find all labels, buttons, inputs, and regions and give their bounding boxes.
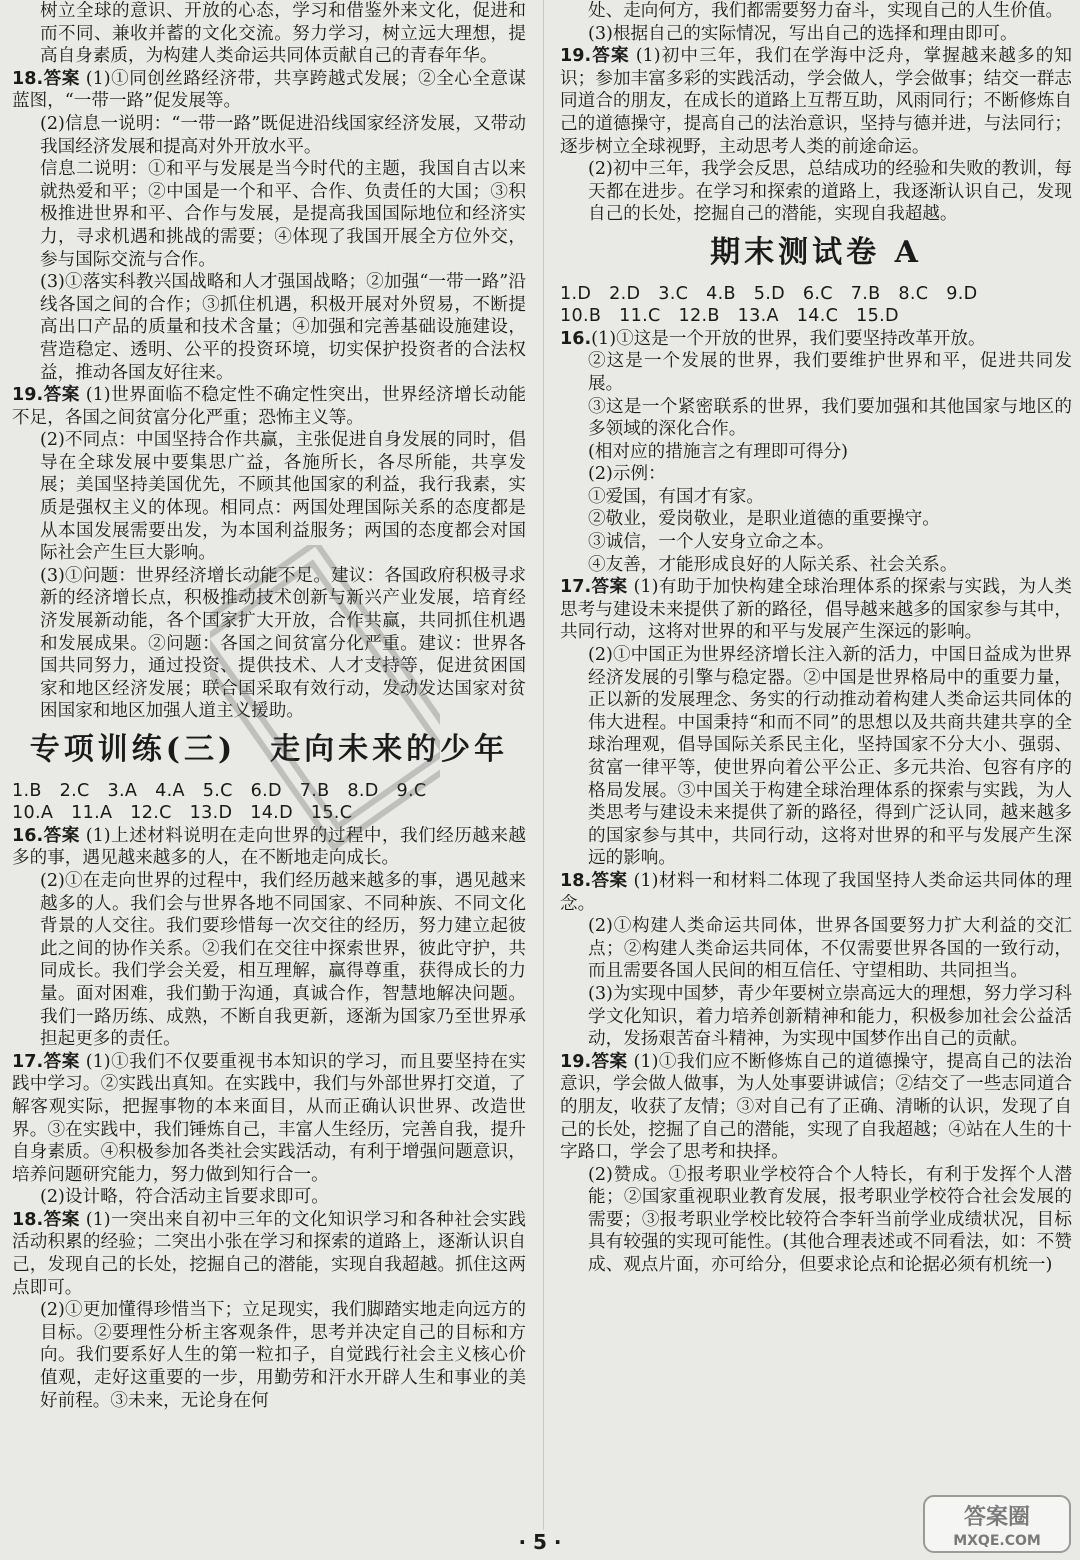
question-18 <box>12 68 526 384</box>
answer-text: (1)材料一和材料二体现了我国坚持人类命运共同体的理念。 <box>560 870 1072 914</box>
question-number: 17. <box>560 577 592 598</box>
multiple-choice-answers: 1.B 2.C 3.A 4.A 5.C 6.D 7.B 8.D 9.C <box>12 780 427 801</box>
answer-label: 答案 <box>591 577 628 598</box>
question-19 <box>560 1051 1072 1277</box>
answer-text: (3)①落实科教兴国战略和人才强国战略；②加强“一带一路”沿线各国之间的合作；③抓住机遇，积极开展对外贸易，不断提高出口产品的质量和技术含量；④加强和完善基础设施建设，营造稳定、透明、公平的投资环境，切实保护投资者的合法权益，推动各国友好往来。 <box>40 272 526 383</box>
continued-text: (3)根据自己的实际情况，写出自己的选择和理由即可。 <box>588 23 1018 44</box>
question-number: 16. <box>560 328 592 349</box>
answer-text: ②敬业，爱岗敬业，是职业道德的重要操守。 <box>588 509 940 530</box>
left-column <box>12 0 526 1412</box>
answer-text: ③这是一个紧密联系的世界，我们要加强和其他国家与地区的多领域的深化合作。 <box>588 396 1072 440</box>
answer-text: (3)①问题：世界经济增长动能不足。建议：各国政府积极寻求新的经济增长点，积极推动技术创新与新兴产业发展，培育经济发展新动能，各个国家扩大开放，合作共赢，共同抓住机遇和发展成果。②问题：各国之间贫富分化严重。建议：世界各国共同努力，通过投资、提供技术、人才支持等，促进贫困国家和地区经济发展；联合国采取有效行动，发动发达国家对贫困国家和地区加强人道主义援助。 <box>40 565 526 722</box>
answer-text: (1)一突出来自初中三年的文化知识学习和各种社会实践活动积累的经验；二突出小张在学习和探索的道路上，逐渐认识自己，发现自己的长处，挖掘自己的潜能，实现自我超越。抓住这两点即可。 <box>12 1209 526 1298</box>
answer-text: ②这是一个发展的世界，我们要维护世界和平，促进共同发展。 <box>588 351 1072 394</box>
answer-text: (1)①我们应不断修炼自己的道德操守，提高自己的法治意识，学会做人做事，为人处事要讲诚信；②结交了一些志同道合的朋友，收获了友情；③对自己有了正确、清晰的认识，发现了自己的长处，挖掘了自己的潜能，实现了自我超越；④站在人生的十字路口，学会了思考和抉择。 <box>560 1051 1072 1163</box>
question-number: 18. <box>12 68 44 89</box>
intro-paragraph: 树立全球的意识、开放的心态，学习和借鉴外来文化，促进和而不同、兼收并蓄的文化交流。努力学习，树立远大理想，提高自身素质，为构建人类命运共同体贡献自己的青春年华。 <box>40 1 526 67</box>
answer-text: (2)设计略，符合活动主旨要求即可。 <box>40 1187 329 1208</box>
question-19 <box>12 384 526 723</box>
answer-text: (2)示例： <box>588 464 666 485</box>
watermark-text: 答案圈 <box>963 1505 1031 1530</box>
question-number: 19. <box>560 46 592 67</box>
answer-text: (2)①构建人类命运共同体，世界各国要努力扩大利益的交汇点；②构建人类命运共同体，不仅需要世界各国的一致行动，而且需要各国人民间的相互信任、守望相助、共同担当。 <box>588 916 1072 982</box>
question-number: 16. <box>12 825 44 846</box>
answer-label: 答案 <box>43 825 80 846</box>
question-17 <box>12 1051 526 1209</box>
answer-text: ④友善，才能形成良好的人际关系、社会关系。 <box>588 554 958 575</box>
question-number: 18. <box>560 870 592 891</box>
answer-text: (相对应的措施言之有理即可得分) <box>588 441 849 462</box>
question-number: 18. <box>12 1209 44 1230</box>
question-16 <box>12 825 526 1051</box>
answer-label: 答案 <box>591 870 628 891</box>
answer-label: 答案 <box>43 1051 80 1072</box>
answer-text: 信息二说明：①和平与发展是当今时代的主题，我国自古以来就热爱和平；②中国是一个和平、合作、负责任的大国；③积极推进世界和平、合作与发展，是提高我国国际地位和经济实力，寻求机遇和挑战的需要；④体现了我国开展全方位外交，参与国际交流与合作。 <box>40 159 526 270</box>
site-watermark-logo <box>922 1494 1072 1554</box>
answer-label: 答案 <box>591 46 630 67</box>
watermark-url: MXQE.COM <box>953 1533 1041 1549</box>
answer-text: (3)为实现中国梦，青少年要树立崇高远大的理想，努力学习科学文化知识，着力培养创新精神和能力，积极参加社会公益活动，发扬艰苦奋斗精神，为实现中国梦作出自己的贡献。 <box>588 983 1072 1050</box>
answer-text: (1)有助于加快构建全球治理体系的探索与实践，为人类思考与建设未来提供了新的路径，倡导越来越多的国家参与其中，共同行动，这将对世界的和平与发展产生深远的影响。 <box>560 577 1072 643</box>
multiple-choice-answers: 10.A 11.A 12.C 13.D 14.D 15.C <box>12 803 353 824</box>
question-16 <box>560 328 1072 577</box>
answer-text: (1)上述材料说明在走向世界的过程中，我们经历越来越多的事，遇见越来越多的人，在不断地走向成长。 <box>12 825 526 869</box>
answer-text: (2)不同点：中国坚持合作共赢，主张促进自身发展的同时，倡导在全球发展中要集思广益，各施所长，各尽所能，共享发展；美国坚持美国优先，不顾其他国家的利益，我行我素，实质是强权主义的体现。相同点：两国处理国际关系的态度都是从本国发展需要出发，为本国利益服务；两国的态度都会对国际社会产生巨大影响。 <box>40 430 526 564</box>
question-19 <box>560 45 1072 226</box>
question-18 <box>12 1209 526 1412</box>
question-number: 19. <box>12 385 44 406</box>
continued-text: 处、走向何方，我们都需要努力奋斗，实现自己的人生价值。 <box>588 1 1064 21</box>
section-title: 期末测试卷 A <box>710 234 922 270</box>
answer-text: (2)①中国正为世界经济增长注入新的活力，中国日益成为世界经济发展的引擎与稳定器。②中国是世界格局中的重要力量，正以新的发展理念、务实的行动推动着构建人类命运共同体的伟大进程。中国秉持“和而不同”的思想以及共商共建共享的全球治理观，倡导国际关系民主化，坚持国家不分大小、强弱、贫富一律平等，使世界向着公平公正、多元共治、包容有序的格局发展。③中国关于构建全球治理体系的探索与实践，为人类思考与建设未来提供了新的路径，得到广泛认同，越来越多的国家参与其中，共同行动，这将对世界的和平与发展产生深远的影响。 <box>588 645 1072 869</box>
answer-text: (2)初中三年，我学会反思，总结成功的经验和失败的教训，每天都在进步。在学习和探索的道路上，我逐渐认识自己，发现自己的长处，挖掘自己的潜能，实现自我超越。 <box>588 159 1072 225</box>
answer-text: (2)赞成。①报考职业学校符合个人特长，有利于发挥个人潜能；②国家重视职业教育发展，报考职业学校符合社会发展的需要；③报考职业学校比较符合李轩当前学业成绩状况，目标具有较强的实现可能性。(其他合理表述或不同看法，如：不赞成、观点片面，亦可给分，但要求论点和论据必须有机统一) <box>588 1164 1072 1276</box>
answer-text: ①爱国，有国才有家。 <box>588 486 764 507</box>
right-column <box>560 0 1072 1277</box>
answer-text: (2)①在走向世界的过程中，我们经历越来越多的事，遇见越来越多的人。我们会与世界各地不同国家、不同种族、不同文化背景的人交往。我们要珍惜每一次交往的经历，努力建立起彼此之间的协作关系。②我们在交往中探索世界，彼此守护，共同成长。我们学会关爱，相互理解，赢得尊重，获得成长的力量。面对困难，我们勤于沟通，真诚合作，智慧地解决问题。我们一路历练、成熟，不断自我更新，逐渐为国家乃至世界承担起更多的责任。 <box>40 870 526 1050</box>
answer-text: (1)初中三年，我们在学海中泛舟，掌握越来越多的知识；参加丰富多彩的实践活动，学会做人，学会做事；结交一群志同道合的朋友，在成长的道路上互帮互助，风雨同行；不断修炼自己的道德操守，提高自己的法治意识，坚持与德并进，与法同行；逐步树立全球视野，主动思考人类的前途命运。 <box>560 46 1072 157</box>
question-number: 19. <box>560 1051 592 1072</box>
section-title: 专项训练(三) 走向未来的少年 <box>29 732 509 767</box>
column-divider <box>543 0 544 1530</box>
multiple-choice-answers: 10.B 11.C 12.B 13.A 14.C 15.D <box>560 306 899 327</box>
answer-label: 答案 <box>43 68 80 89</box>
answer-label: 答案 <box>43 385 80 406</box>
answer-text: (1)①这是一个开放的世界，我们要坚持改革开放。 <box>591 328 986 349</box>
answer-text: ③诚信，一个人安身立命之本。 <box>588 532 835 553</box>
answer-label: 答案 <box>43 1209 80 1230</box>
answer-text: (2)信息一说明：“一带一路”既促进沿线国家经济发展，又带动我国经济发展和提高对外开放水平。 <box>40 113 526 157</box>
answer-text: (1)①同创丝路经济带，共享跨越式发展；②全心全意谋蓝图，“一带一路”促发展等。 <box>12 68 526 112</box>
question-number: 17. <box>12 1051 44 1072</box>
answer-label: 答案 <box>591 1051 628 1072</box>
answer-text: (1)①我们不仅要重视书本知识的学习，而且要坚持在实践中学习。②实践出真知。在实践中，我们与外部世界打交道，了解客观实际，把握事物的本来面目，从而正确认识世界、改造世界。③在实践中，我们锤炼自己，丰富人生经历，完善自我，提升自身素质。④积极参加各类社会实践活动，有利于增强问题意识，培养问题研究能力，努力做到知行合一。 <box>12 1051 526 1185</box>
page-number: · 5 · <box>518 1530 562 1554</box>
question-18 <box>560 870 1072 1051</box>
answer-text: (2)①更加懂得珍惜当下；立足现实，我们脚踏实地走向远方的目标。②要理性分析主客观条件，思考并决定自己的目标和方向。我们要系好人生的第一粒扣子，自觉践行社会主义核心价值观，走好这重要的一步，用勤劳和汗水开辟人生和事业的美好前程。③未来，无论身在何 <box>40 1300 526 1411</box>
multiple-choice-answers: 1.D 2.D 3.C 4.B 5.D 6.C 7.B 8.C 9.D <box>560 283 978 304</box>
question-17 <box>560 576 1072 870</box>
answer-text: (1)世界面临不稳定性不确定性突出，世界经济增长动能不足，各国之间贫富分化严重；恐怖主义等。 <box>12 385 526 428</box>
